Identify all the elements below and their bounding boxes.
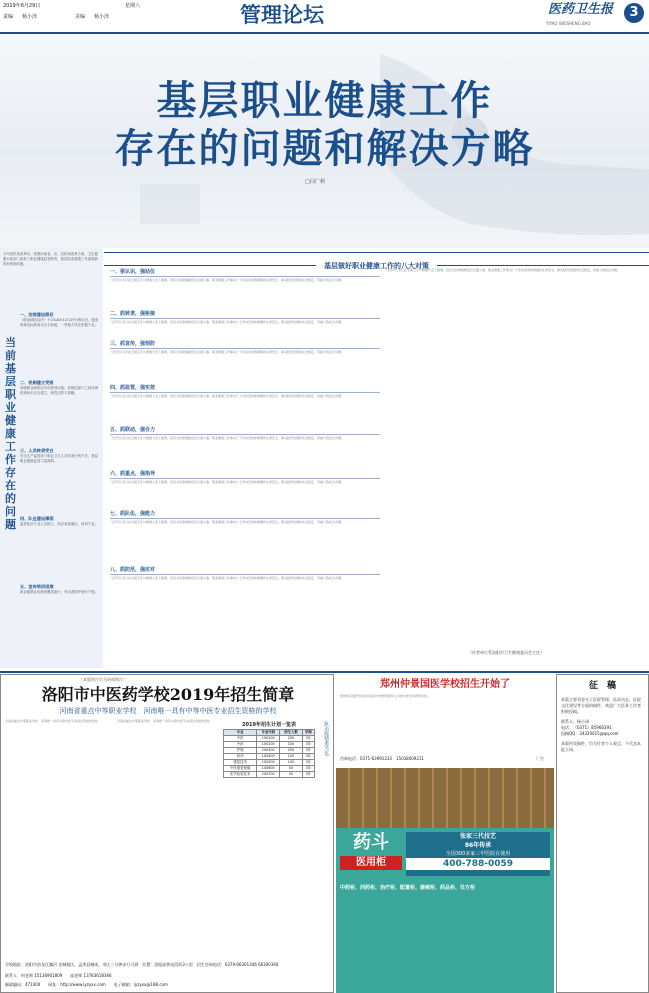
- headline-line-2: 存在的问题和解决方略: [114, 125, 535, 172]
- paper-name: 医药卫生报: [548, 2, 614, 17]
- table-header: 招生人数: [280, 730, 303, 736]
- table-cell: 药剂: [224, 754, 257, 760]
- table-header: 学制: [302, 730, 314, 736]
- section-body: 习近平总书记在全国卫生与健康大会上强调，没有全民健康就没有全面小康。职业健康工作事关广大劳动者身体健康和生命安全，事关经济发展和社会稳定，是重大的民生问题。: [110, 394, 345, 398]
- section-body: 习近平总书记在全国卫生与健康大会上强调，没有全民健康就没有全面小康。职业健康工作事关广大劳动者身体健康和生命安全，事关经济发展和社会稳定，是重大的民生问题。: [110, 278, 345, 282]
- call-title: 征 稿: [588, 681, 616, 691]
- call-note: 本版所发稿件，均为作者个人观点，不代表本报立场。: [561, 741, 641, 752]
- section-body: 习近平总书记在全国卫生与健康大会上强调，没有全民健康就没有全面小康。职业健康工作事关广大劳动者身体健康和生命安全，事关经济发展和社会稳定，是重大的民生问题。: [110, 320, 345, 324]
- table-cell: 100200: [257, 742, 280, 748]
- school-ad: [0, 674, 334, 993]
- section-heading: 六、抓重点，强指导: [110, 470, 380, 479]
- ad-tag: （本版图片均为资料图片）: [79, 677, 127, 682]
- sidebar-title-char: 康: [5, 427, 16, 440]
- proof-name: 杨小泽: [94, 14, 110, 20]
- sidebar-title-char: 业: [5, 401, 16, 414]
- sidebar: [0, 248, 103, 668]
- sidebar-title-char: 健: [5, 414, 16, 427]
- call-for-papers: [556, 674, 649, 993]
- page-number-badge: 3: [624, 3, 644, 23]
- table-cell: 3年: [302, 772, 314, 778]
- sidebar-item-title: 二、机制建立受限: [20, 380, 54, 385]
- sidebar-intro: 今年是机构改革年，按照河南省、市、县机构改革方案，卫生健康行政部门承担了职业健康监管职责，基层职业健康工作面临新的形势和问题。: [3, 252, 98, 267]
- section-body: 习近平总书记在全国卫生与健康大会上强调，没有全民健康就没有全面小康。职业健康工作事关广大劳动者身体健康和生命安全，事关经济发展和社会稳定，是重大的民生问题。: [110, 436, 345, 440]
- table-cell: 3年: [302, 748, 314, 754]
- call-qq: 投稿QQ：34320015@qq.com: [561, 731, 619, 736]
- table-cell: 中医: [224, 736, 257, 742]
- call-body: 本版主要刊登关于医院管理、医改动态、医院文化建设等方面的稿件，欢迎广大医务工作者积极投稿。: [561, 697, 641, 714]
- table-row: [224, 772, 315, 778]
- table-cell: 中药: [224, 742, 257, 748]
- sidebar-title-char: 基: [5, 362, 16, 375]
- product-strip: 中药柜、西药柜、治疗柜、配置柜、器械柜、药品柜、处方柜: [340, 885, 476, 891]
- zhongjing-text: 郑州仲景国医学校是河南省中医药管理局主办的中医学历教育学校。: [340, 694, 431, 698]
- main-body: [104, 268, 649, 666]
- school-ad-text-mid: 河南省重点中等职业学校 河南唯一具有中等中医专业招生资格的学校: [117, 719, 211, 723]
- zhongjing-title: 郑州仲景国医学校招生开始了: [380, 679, 510, 690]
- school-ad-text-left: 河南省重点中等职业学校 河南唯一具有中等中医专业招生资格的学校: [5, 719, 99, 723]
- table-cell: 100: [280, 760, 303, 766]
- table-cell: 200: [280, 748, 303, 754]
- sidebar-item-body: 职业健康宣传教育覆盖面小，劳动者防护意识不强。: [20, 590, 98, 594]
- table-cell: 3年: [302, 760, 314, 766]
- call-contact: 联系人：杨小泽: [561, 719, 589, 724]
- sidebar-title-char: 工: [5, 440, 16, 453]
- section-body: 习近平总书记在全国卫生与健康大会上强调，没有全民健康就没有全面小康。职业健康工作事关广大劳动者身体健康和生命安全，事关经济发展和社会稳定，是重大的民生问题。: [110, 480, 345, 484]
- section-body: 习近平总书记在全国卫生与健康大会上强调，没有全民健康就没有全面小康。职业健康工作事关广大劳动者身体健康和生命安全，事关经济发展和社会稳定，是重大的民生问题。: [110, 350, 345, 354]
- section-heading: 二、抓转隶，强衔接: [110, 310, 380, 319]
- school-postcode: 邮政编码：471400 网址：http://www.lyzyxx.com 电子邮箱：lyzyxx@188.com: [5, 982, 168, 987]
- zhongjing-phones: 咨询电话：0371-63991233 15038009211: [340, 756, 424, 761]
- section-heading: 八、抓防范，强应对: [110, 566, 380, 575]
- school-address: 学校地址：洛阳市洛龙区瀍河 老城校区，孟津县城南，市区三分钟步行可到 位置：洛阳高铁站西约3公里 招生咨询电话：0379-66301346 66300360: [5, 962, 279, 967]
- main-footer-note: （作者单位系洛阳市卫生健康委员会主任）: [468, 650, 544, 655]
- section-heading: 七、抓队伍，强能力: [110, 510, 380, 519]
- sidebar-title-char: 的: [5, 492, 16, 505]
- editor-name: 杨小泽: [22, 14, 38, 20]
- section-body: 习近平总书记在全国卫生与健康大会上强调，没有全民健康就没有全面小康。职业健康工作事关广大劳动者身体健康和生命安全，事关经济发展和社会稳定，是重大的民生问题。: [110, 576, 345, 580]
- table-cell: 100: [280, 742, 303, 748]
- headline-line-1: 基层职业健康工作: [156, 77, 493, 124]
- table-cell: 200: [280, 736, 303, 742]
- table-cell: 100100: [257, 736, 280, 742]
- sidebar-title-char: 存: [5, 466, 16, 479]
- table-header: 专业: [224, 730, 257, 736]
- yaodou-ad: [336, 768, 554, 993]
- school-ad-title: 洛阳市中医药学校2019年招生简章: [41, 685, 295, 704]
- table-cell: 50: [280, 772, 303, 778]
- sidebar-title-char: 当: [5, 336, 16, 349]
- cabinet-image: [336, 768, 554, 828]
- proof-label: 美编: [75, 14, 86, 20]
- section-heading: 五、抓联动，强合力: [110, 426, 380, 435]
- sidebar-item-title: 一、法规建设滞后: [20, 312, 54, 317]
- col-right: [386, 268, 648, 666]
- sidebar-title-char: 问: [5, 505, 16, 518]
- table-cell: 50: [280, 766, 303, 772]
- table-cell: 护理: [224, 748, 257, 754]
- sidebar-items: [20, 308, 100, 648]
- table-header: 专业代码: [257, 730, 280, 736]
- page-header: [0, 0, 649, 34]
- byline: □闫广利: [305, 179, 325, 185]
- sidebar-title-char: 题: [5, 518, 16, 531]
- section-body: 习近平总书记在全国卫生与健康大会上强调，没有全民健康就没有全面小康。职业健康工作事关广大劳动者身体健康和生命安全，事关经济发展和社会稳定，是重大的民生问题。: [110, 520, 345, 524]
- table-cell: 100300: [257, 748, 280, 754]
- sidebar-item-body: 《职业病防治法》于2018年12月29日修订后，配套规章及标准尚未完全衔接，一些地方执法依据不足。: [20, 318, 99, 328]
- vertical-ad-tag: 抗击疫情勇当先: [323, 721, 329, 756]
- sidebar-vertical-title: [5, 336, 19, 531]
- weekday: 星期六: [125, 3, 141, 9]
- sidebar-item-body: 监管队伍专业人员缺乏，执法装备落后，培训不足。: [20, 522, 98, 526]
- sidebar-title-char: 作: [5, 453, 16, 466]
- section-title: 管理论坛: [240, 2, 324, 27]
- sidebar-item-title: 五、宣传培训困难: [20, 584, 54, 589]
- school-ad-subtitle: 河南省重点中等职业学校 河南唯一具有中等中医专业招生资格的学校: [59, 707, 277, 715]
- table-cell: 100400: [257, 754, 280, 760]
- sidebar-item-title: 四、队伍建设薄弱: [20, 516, 54, 521]
- section-heading: 三、抓宣传，强预防: [110, 340, 380, 349]
- col-left: [110, 268, 380, 666]
- ad-label: 广告: [536, 756, 544, 761]
- date: 2019年6月29日: [3, 3, 41, 9]
- table-cell: 康复技术: [224, 760, 257, 766]
- zhongjing-ad: [336, 674, 554, 993]
- table-cell: 3年: [302, 736, 314, 742]
- call-phone: 电话：（0371）85966391: [561, 725, 612, 730]
- column-body: 习近平总书记在全国卫生与健康大会上强调，没有全民健康就没有全面小康。职业健康工作事关广大劳动者身体健康和生命安全，事关经济发展和社会稳定，是重大的民生问题。: [386, 268, 621, 272]
- table-cell: 中医康复保健: [224, 766, 257, 772]
- sidebar-title-char: 在: [5, 479, 16, 492]
- ad-divider: [0, 671, 649, 673]
- table-cell: 3年: [302, 742, 314, 748]
- slogan-box: 张家三代技艺 86年传承 全国300多家三甲医院在使用 400-788-0059: [406, 832, 550, 876]
- editor-label: 责编: [3, 14, 14, 20]
- sidebar-title-char: 前: [5, 349, 16, 362]
- table-cell: 100: [280, 754, 303, 760]
- table-cell: 100500: [257, 760, 280, 766]
- paper-pinyin: YIYAO WEISHENG BAO: [546, 21, 591, 26]
- table-cell: 100700: [257, 772, 280, 778]
- section-heading: 一、狠认识，强站位: [110, 268, 380, 277]
- section-heading: 四、抓监管，强实效: [110, 384, 380, 393]
- table-cell: 100600: [257, 766, 280, 772]
- main-banner: 基层做好职业健康工作的八大对策: [104, 252, 649, 266]
- sidebar-title-char: 层: [5, 375, 16, 388]
- sidebar-title-char: 职: [5, 388, 16, 401]
- enrollment-table: 2019年招生计划一览表 专业 专业代码 招生人数 学制 中医 100100 200 3年 中药 100200 100 3年 护理 100300 200 3年 药剂 100400 100 3年 康复技术 100500 100 3年 中医康复保健 100600 50 3年 医学检验技术 100700 50 3年: [223, 721, 315, 778]
- sidebar-item-body: 省级职业病防治专项规划实施，但基层部门之间协调机制尚未完全建立，职责边界不清晰。: [20, 386, 98, 396]
- table-cell: 3年: [302, 754, 314, 760]
- sidebar-item-title: 三、人员转隶受白: [20, 448, 54, 453]
- sidebar-item-body: 安全生产监管部门职业卫生人员转隶比例不足，基层职业健康监管力量薄弱。: [20, 454, 98, 464]
- table-cell: 3年: [302, 766, 314, 772]
- yaodou-logo: 药斗 医用柜: [340, 832, 402, 876]
- school-contact: 联系人：何老师 15136901809 高老师 13783618366: [5, 973, 112, 978]
- table-cell: 医学检验技术: [224, 772, 257, 778]
